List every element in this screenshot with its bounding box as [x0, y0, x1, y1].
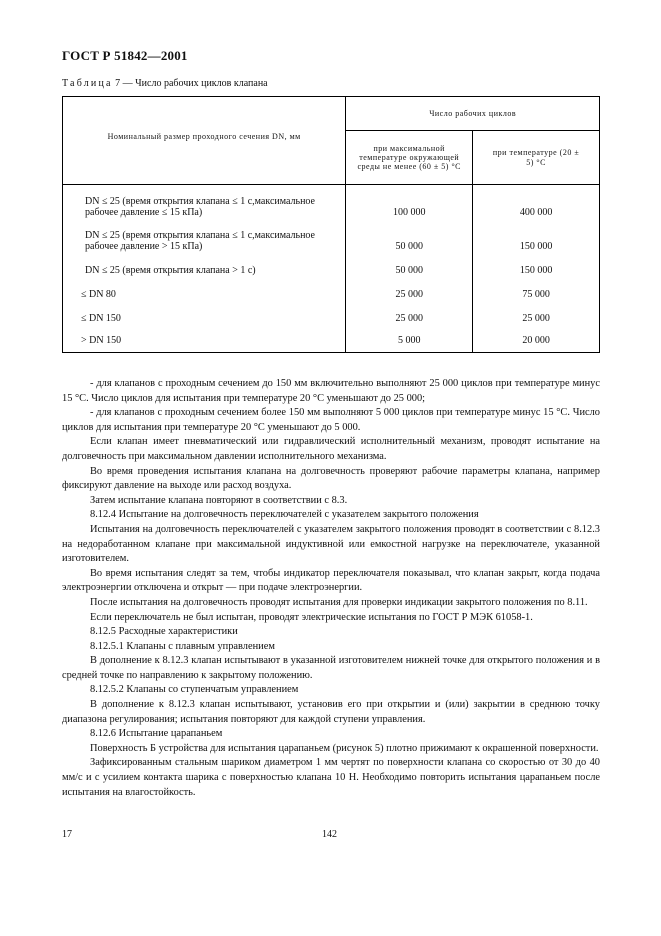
row-label: DN ≤ 25 (время открытия клапана ≤ 1 с,максимальное рабочее давление ≤ 15 кПа) [63, 185, 346, 221]
row-value-20: 150 000 [473, 221, 600, 255]
header-20: при температуре (20 ± 5) °С [473, 131, 600, 185]
row-label: > DN 150 [63, 327, 346, 353]
row-value-20: 400 000 [473, 185, 600, 221]
header-max-temp: при максимальной температуре окружающей среды не менее (60 ± 5) °С [346, 131, 473, 185]
paragraph: В дополнение к 8.12.3 клапан испытывают в указанной изготовителем нижней точке для открытого положения и в средней точке по направлению к закрытому положению. [62, 655, 600, 681]
paragraph: Зафиксированным стальным шариком диаметром 1 мм чертят по поверхности клапана со скоростью от 30 до 40 мм/с и с усилием контакта шарика с поверхностью клапана 10 Н. Необходимо повторить испытания царапаньем после испытания на влагостойкость. [62, 757, 600, 798]
paragraph: Во время проведения испытания клапана на долговечность проверяют рабочие параметры клапана, например фиксируют давление на выходе или расход воздуха. [62, 465, 600, 492]
table-row [63, 221, 600, 255]
table-row [63, 303, 600, 327]
section-heading: 8.12.5 Расходные характеристики [90, 626, 238, 638]
section-heading: 8.12.5.1 Клапаны с плавным управлением [90, 640, 275, 652]
row-value-20: 25 000 [473, 303, 600, 327]
paragraph: Во время испытания следят за тем, чтобы индикатор переключателя показывал, что клапан закрыт, когда подача электроэнергии отключена и открыт — при подаче электроэнергии. [62, 567, 600, 594]
table-row [63, 279, 600, 303]
section-heading: 8.12.5.2 Клапаны со ступенчатым управлением [90, 684, 299, 696]
section-heading: 8.12.4 Испытание на долговечность переключателей с указателем закрытого положения [90, 509, 479, 521]
row-value-max: 50 000 [346, 255, 473, 279]
row-value-max: 25 000 [346, 303, 473, 327]
header-dn: Номинальный размер проходного сечения DN, мм [63, 97, 346, 185]
paragraph: В дополнение к 8.12.3 клапан испытывают, установив его при открытии и (или) закрытии в среднюю точку диапазона регулирования; испытания повторяют для каждой ступени управления. [62, 699, 600, 725]
table-row [63, 255, 600, 279]
row-value-20: 20 000 [473, 327, 600, 353]
row-value-max: 25 000 [346, 279, 473, 303]
row-label: ≤ DN 80 [63, 279, 346, 303]
table-caption-label: Таблица [62, 78, 113, 89]
table-row [63, 327, 600, 353]
section-heading: 8.12.6 Испытание царапаньем [90, 728, 223, 740]
document-code: ГОСТ Р 51842—2001 [62, 48, 188, 63]
row-value-max: 5 000 [346, 327, 473, 353]
body-text [62, 377, 600, 800]
paragraph: Если клапан имеет пневматический или гидравлический исполнительный механизм, проводят испытание на долговечность при максимальном давлении исполнительного механизма. [62, 436, 600, 462]
table-caption-text: 7 — Число рабочих циклов клапана [112, 78, 268, 89]
table-row [63, 185, 600, 221]
row-label: DN ≤ 25 (время открытия клапана ≤ 1 с,максимальное рабочее давление > 15 кПа) [63, 221, 346, 255]
table-caption [62, 78, 268, 89]
row-value-max: 100 000 [346, 185, 473, 221]
row-value-20: 75 000 [473, 279, 600, 303]
paragraph: Поверхность Б устройства для испытания царапаньем (рисунок 5) плотно прижимают к окрашенной поверхности. [90, 742, 599, 754]
page-number-left: 17 [62, 829, 72, 840]
cycles-table [62, 96, 600, 353]
row-label: ≤ DN 150 [63, 303, 346, 327]
paragraph: - для клапанов с проходным сечением более 150 мм выполняют 5 000 циклов при температуре минус 15 °С. Число циклов для испытания при температуре 20 °С уменьшают до 5 000. [62, 407, 600, 433]
row-label: DN ≤ 25 (время открытия клапана > 1 с) [63, 255, 346, 279]
header-cycles: Число рабочих циклов [346, 97, 600, 131]
row-value-max: 50 000 [346, 221, 473, 255]
paragraph: После испытания на долговечность проводят испытания для проверки индикации закрытого положения по 8.11. [90, 596, 588, 608]
paragraph: Затем испытание клапана повторяют в соответствии с 8.3. [90, 494, 348, 506]
paragraph: Если переключатель не был испытан, проводят электрические испытания по ГОСТ Р МЭК 61058-1. [90, 611, 533, 623]
paragraph: Испытания на долговечность переключателей с указателем закрытого положения проводят в соответствии с 8.12.3 на недоработанном клапане при максимальной индуктивной или емкостной нагрузке на переключателе, указанной изготовителем. [62, 523, 600, 565]
page-number-center: 142 [322, 829, 337, 840]
row-value-20: 150 000 [473, 255, 600, 279]
paragraph: - для клапанов с проходным сечением до 150 мм включительно выполняют 25 000 циклов при температуре минус 15 °С. Число циклов для испытания при температуре 20 °С уменьшают до 25 000; [62, 378, 600, 404]
